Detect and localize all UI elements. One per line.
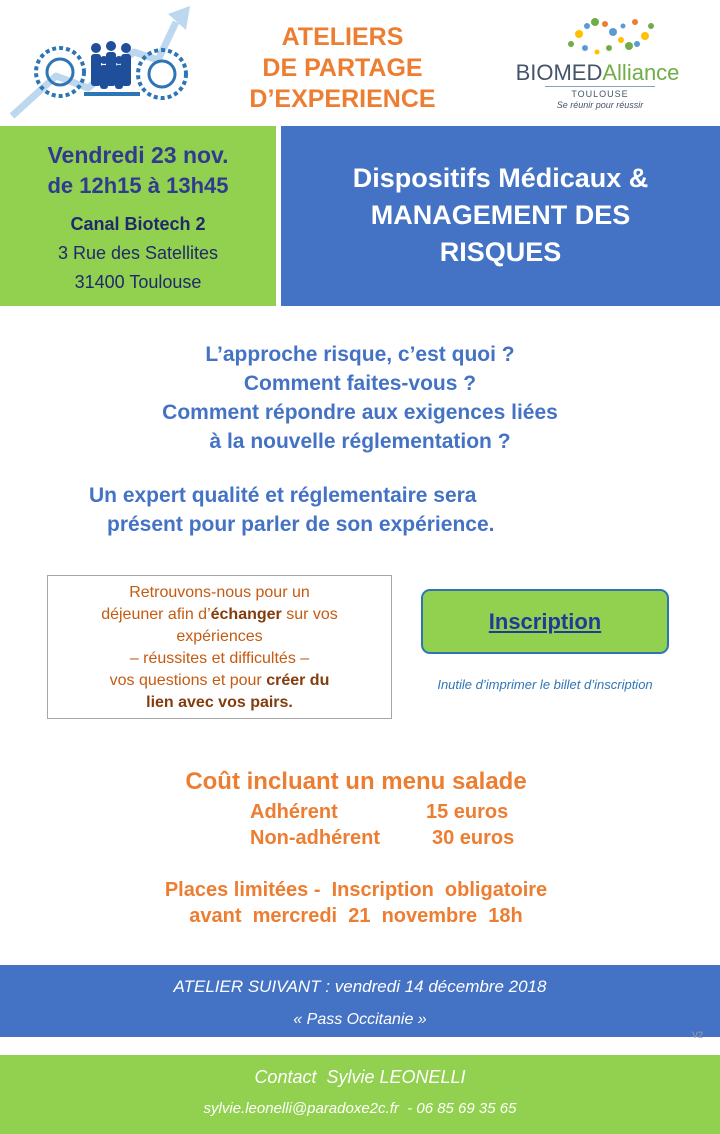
version-label: V2 [692, 1030, 704, 1040]
lunch-info-box [47, 575, 392, 719]
workshop-logo [8, 4, 198, 122]
inscription-link[interactable]: Inscription [488, 608, 602, 634]
title-line: D’EXPERIENCE [249, 85, 436, 113]
event-city: 31400 Toulouse [74, 272, 202, 292]
workshop-title [205, 22, 480, 115]
brand-tagline: Se réunir pour réussir [556, 100, 644, 110]
topic-panel [281, 126, 720, 306]
brand-name: BIOMEDAlliance [515, 60, 680, 85]
cost-title: Coût incluant un menu salade [185, 768, 527, 795]
member-price: 15 euros [426, 801, 509, 823]
expert-block [0, 481, 720, 539]
lunch-line: déjeuner afin d’échanger sur vos [101, 606, 338, 623]
event-time: de 12h15 à 13h45 [47, 173, 229, 198]
next-workshop-banner [0, 965, 720, 1037]
lunch-line: vos questions et pour créer du [109, 672, 330, 689]
lunch-line: – réussites et difficultés – [129, 650, 310, 667]
contact-banner [0, 1055, 720, 1134]
dna-dots-icon [565, 14, 655, 59]
brand-city: TOULOUSE [545, 86, 655, 99]
contact-details[interactable]: sylvie.leonelli@paradoxe2c.fr - 06 85 69 35 65 [203, 1100, 517, 1117]
title-line: DE PARTAGE [262, 54, 423, 82]
event-info-panel [0, 126, 276, 306]
topic-title [281, 160, 720, 271]
event-date: Vendredi 23 nov. [47, 142, 229, 168]
topic-line: RISQUES [439, 237, 562, 267]
question-line: à la nouvelle réglementation ? [209, 430, 511, 453]
lunch-line: expériences [176, 628, 263, 645]
question-line: L’approche risque, c’est quoi ? [205, 343, 515, 366]
non-member-label: Non-adhérent [250, 827, 380, 849]
lunch-line: lien avec vos pairs. [146, 694, 293, 711]
event-street: 3 Rue des Satellites [57, 243, 219, 263]
topic-line: Dispositifs Médicaux & [352, 163, 649, 193]
inscription-note: Inutile d’imprimer le billet d’inscription [437, 677, 653, 692]
places-line: Places limitées - Inscription obligatoire [164, 879, 548, 901]
places-line: avant mercredi 21 novembre 18h [189, 905, 523, 927]
title-line: ATELIERS [281, 23, 404, 51]
next-workshop-date: ATELIER SUIVANT : vendredi 14 décembre 2018 [173, 977, 547, 996]
question-line: Comment faites-vous ? [243, 372, 477, 395]
biomed-alliance-logo [505, 14, 690, 126]
next-workshop-label: « Pass Occitanie » [293, 1011, 427, 1028]
places-notice [0, 877, 712, 929]
expert-line: Un expert qualité et réglementaire sera [89, 484, 477, 507]
topic-line: MANAGEMENT DES [370, 200, 631, 230]
questions-block [0, 340, 720, 456]
member-label: Adhérent [250, 801, 338, 823]
contact-name: Contact Sylvie LEONELLI [254, 1067, 466, 1087]
event-venue: Canal Biotech 2 [70, 214, 206, 234]
question-line: Comment répondre aux exigences liées [162, 401, 558, 424]
inscription-button[interactable] [421, 589, 669, 654]
non-member-price: 30 euros [432, 827, 515, 849]
expert-line: présent pour parler de son expérience. [107, 513, 495, 536]
lunch-line: Retrouvons-nous pour un [129, 584, 310, 601]
